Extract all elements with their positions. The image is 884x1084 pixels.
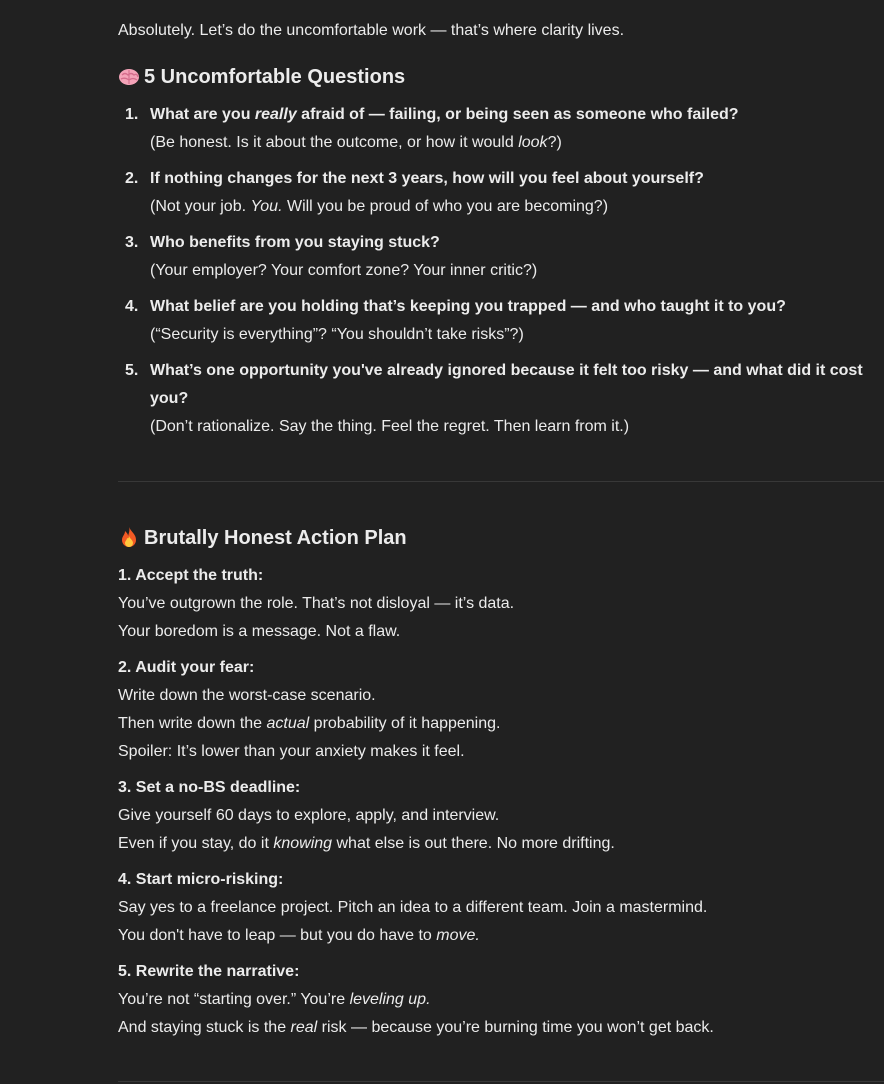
step-line: Your boredom is a message. Not a flaw. (118, 623, 401, 640)
question-number: 3. (125, 234, 139, 251)
step-title: 3. Set a no-BS deadline: (118, 779, 301, 796)
brain-icon (118, 65, 140, 87)
question-item (118, 165, 878, 221)
question-text: What belief are you holding that’s keeping you trapped — and who taught it to you? (150, 298, 786, 315)
step-line: Write down the worst-case scenario. (118, 687, 376, 704)
plan-step (118, 562, 878, 646)
step-title: 1. Accept the truth: (118, 567, 264, 584)
step-line: Spoiler: It’s lower than your anxiety makes it feel. (118, 743, 465, 760)
question-number: 5. (125, 362, 139, 379)
question-note: (Don’t rationalize. Say the thing. Feel the regret. Then learn from it.) (150, 418, 630, 435)
section-divider (118, 1081, 884, 1082)
question-item (118, 293, 878, 349)
plan-heading (118, 526, 407, 550)
plan-step (118, 654, 878, 766)
step-line: Say yes to a freelance project. Pitch an idea to a different team. Join a mastermind. (118, 899, 708, 916)
fire-icon (118, 526, 140, 548)
question-text: If nothing changes for the next 3 years, how will you feel about yourself? (150, 170, 704, 187)
questions-list (118, 101, 878, 449)
question-text: What are you really afraid of — failing, or being seen as someone who failed? (150, 106, 739, 123)
question-text: What’s one opportunity you've already ignored because it felt too risky — and what did it cost you? (150, 362, 863, 407)
questions-heading-text: 5 Uncomfortable Questions (144, 66, 406, 88)
question-item (118, 229, 878, 285)
question-number: 2. (125, 170, 139, 187)
step-line: Then write down the actual probability of it happening. (118, 715, 501, 732)
plan-step (118, 774, 878, 858)
question-note: (Your employer? Your comfort zone? Your inner critic?) (150, 262, 538, 279)
plan-step (118, 958, 878, 1042)
step-line: Give yourself 60 days to explore, apply, and interview. (118, 807, 500, 824)
question-number: 1. (125, 106, 139, 123)
question-note: (“Security is everything”? “You shouldn’t take risks”?) (150, 326, 524, 343)
step-title: 4. Start micro-risking: (118, 871, 284, 888)
intro-text: Absolutely. Let’s do the uncomfortable work — that’s where clarity lives. (118, 22, 625, 39)
section-divider (118, 481, 884, 482)
questions-heading (118, 65, 405, 89)
step-line: You don't have to leap — but you do have to move. (118, 927, 480, 944)
step-title: 2. Audit your fear: (118, 659, 255, 676)
action-plan (118, 562, 878, 1050)
step-line: You’ve outgrown the role. That’s not disloyal — it’s data. (118, 595, 515, 612)
question-note: (Be honest. Is it about the outcome, or how it would look?) (150, 134, 562, 151)
question-text: Who benefits from you staying stuck? (150, 234, 440, 251)
question-item (118, 101, 878, 157)
question-note: (Not your job. You. Will you be proud of who you are becoming?) (150, 198, 609, 215)
plan-step (118, 866, 878, 950)
question-item (118, 357, 878, 441)
step-line: And staying stuck is the real risk — because you’re burning time you won’t get back. (118, 1019, 714, 1036)
question-number: 4. (125, 298, 139, 315)
step-title: 5. Rewrite the narrative: (118, 963, 300, 980)
step-line: You’re not “starting over.” You’re leveling up. (118, 991, 431, 1008)
step-line: Even if you stay, do it knowing what else is out there. No more drifting. (118, 835, 615, 852)
plan-heading-text: Brutally Honest Action Plan (144, 527, 407, 549)
